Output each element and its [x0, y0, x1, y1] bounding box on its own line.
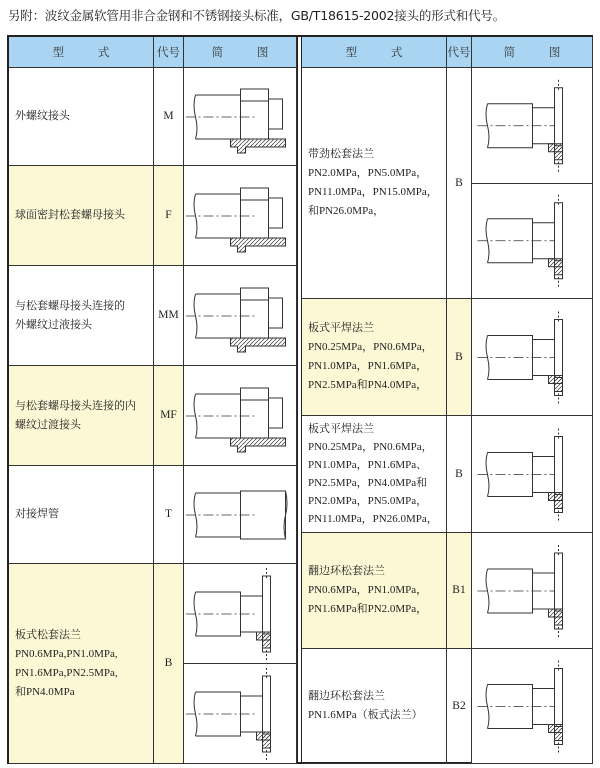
fitting-type: 球面密封松套螺母接头: [15, 209, 125, 221]
fitting-type: 板式平焊法兰 PN0.25MPa，PN0.6MPa， PN1.0MPa，PN1.6MPa、 PN2.5MPa，PN4.0MPa和 PN2.0MPa，PN5.0MPa， PN11.0MPa，PN26.0MPa，: [308, 423, 438, 525]
code-cell: [447, 299, 472, 416]
male-thread-fitting-drawing: [186, 71, 295, 163]
code-cell: [154, 68, 184, 166]
fitting-type: 外螺纹接头: [15, 110, 70, 122]
fitting-type: 与松套螺母接头连接的 外螺纹过液接头: [15, 299, 125, 331]
sketch-cell: [184, 664, 297, 764]
code-cell: [447, 533, 472, 649]
sketch-cell: [472, 416, 593, 533]
header-code-right: [447, 37, 472, 68]
plate-weld-flange-2-drawing: [474, 419, 591, 530]
code-cell: [447, 649, 472, 764]
sketch-cell: [472, 299, 593, 416]
code-cell: [154, 266, 184, 366]
sketch-cell: [184, 366, 297, 466]
fitting-code: M: [163, 110, 174, 122]
lap-joint-flange-drawing: [474, 536, 591, 646]
fitting-code: B1: [452, 584, 466, 596]
code-cell: [154, 366, 184, 466]
sketch-cell: [472, 68, 593, 184]
fitting-code: B: [455, 467, 463, 480]
fitting-type: 带劲松套法兰 PN2.0MPa，PN5.0MPa， PN11.0MPa，PN15.0MPa， 和PN26.0MPa，: [308, 148, 438, 217]
type-cell: [9, 68, 154, 166]
fitting-type: 板式松套法兰 PN0.6MPa,PN1.0MPa, PN1.6MPa,PN2.5MPa, 和PN4.0MPa: [15, 628, 118, 698]
type-cell: [9, 564, 154, 764]
header-type-right: [302, 37, 447, 68]
code-cell: [154, 166, 184, 266]
sketch-cell: [184, 266, 297, 366]
header-code-left: [154, 37, 184, 68]
sketch-cell: [184, 564, 297, 664]
neck-loose-flange-2-drawing: [474, 186, 591, 296]
header-label: 简 图: [211, 44, 269, 59]
header-label: 代号: [157, 44, 180, 59]
code-cell: [154, 564, 184, 764]
type-cell: [302, 533, 447, 649]
fitting-code: F: [165, 209, 172, 221]
type-cell: [302, 649, 447, 764]
header-label: 型 式: [52, 44, 110, 59]
plate-loose-flange-2-drawing: [186, 667, 295, 761]
sketch-cell: [472, 649, 593, 764]
code-cell: [447, 416, 472, 533]
lap-joint-flange-2-drawing: [474, 652, 591, 761]
header-sketch-right: [472, 37, 593, 68]
sketch-cell: [472, 533, 593, 649]
code-cell: [154, 466, 184, 564]
sketch-cell: [184, 68, 297, 166]
fitting-code: B2: [452, 699, 466, 712]
type-cell: [9, 166, 154, 266]
plate-weld-flange-drawing: [474, 302, 591, 413]
fitting-type: 板式平焊法兰 PN0.25MPa，PN0.6MPa， PN1.0MPa，PN1.6MPa， PN2.5MPa和PN4.0MPa，: [308, 322, 433, 391]
swivel-nut-fitting-drawing: [186, 169, 295, 263]
fitting-code: B: [455, 176, 463, 189]
fitting-code: MF: [160, 409, 177, 421]
male-adapter-drawing: [186, 269, 295, 363]
type-cell: [9, 466, 154, 564]
code-cell: [447, 68, 472, 299]
type-cell: [9, 366, 154, 466]
fitting-code: B: [164, 657, 173, 669]
sketch-cell: [184, 166, 297, 266]
plate-loose-flange-drawing: [186, 567, 295, 661]
header-sketch-left: [184, 37, 297, 68]
fitting-type: 对接焊管: [15, 508, 59, 520]
fitting-type: 翻边环松套法兰 PN1.6MPa（板式法兰）: [308, 690, 423, 721]
fitting-type: 翻边环松套法兰 PN0.6MPa，PN1.0MPa， PN1.6MPa和PN2.0MPa，: [308, 565, 428, 615]
fitting-code: MM: [158, 309, 179, 321]
header-label: 代号: [447, 44, 471, 59]
fitting-code: B: [455, 350, 463, 363]
type-cell: [302, 299, 447, 416]
header-type-left: [9, 37, 154, 68]
fitting-table: [7, 35, 593, 764]
type-cell: [302, 416, 447, 533]
butt-weld-pipe-drawing: [186, 469, 295, 561]
header-label: 型 式: [345, 44, 403, 59]
header-label: 简 图: [503, 44, 561, 59]
sketch-cell: [184, 466, 297, 564]
female-adapter-drawing: [186, 369, 295, 463]
type-cell: [302, 68, 447, 299]
fitting-code: T: [164, 508, 173, 520]
type-cell: [9, 266, 154, 366]
page-title: 另附：波纹金属软管用非合金钢和不锈钢接头标准，GB/T18615-2002接头的形式和代号。: [8, 8, 505, 23]
neck-loose-flange-drawing: [474, 71, 591, 181]
sketch-cell: [472, 184, 593, 300]
fitting-type: 与松套螺母接头连接的内 螺纹过渡接头: [15, 399, 136, 431]
